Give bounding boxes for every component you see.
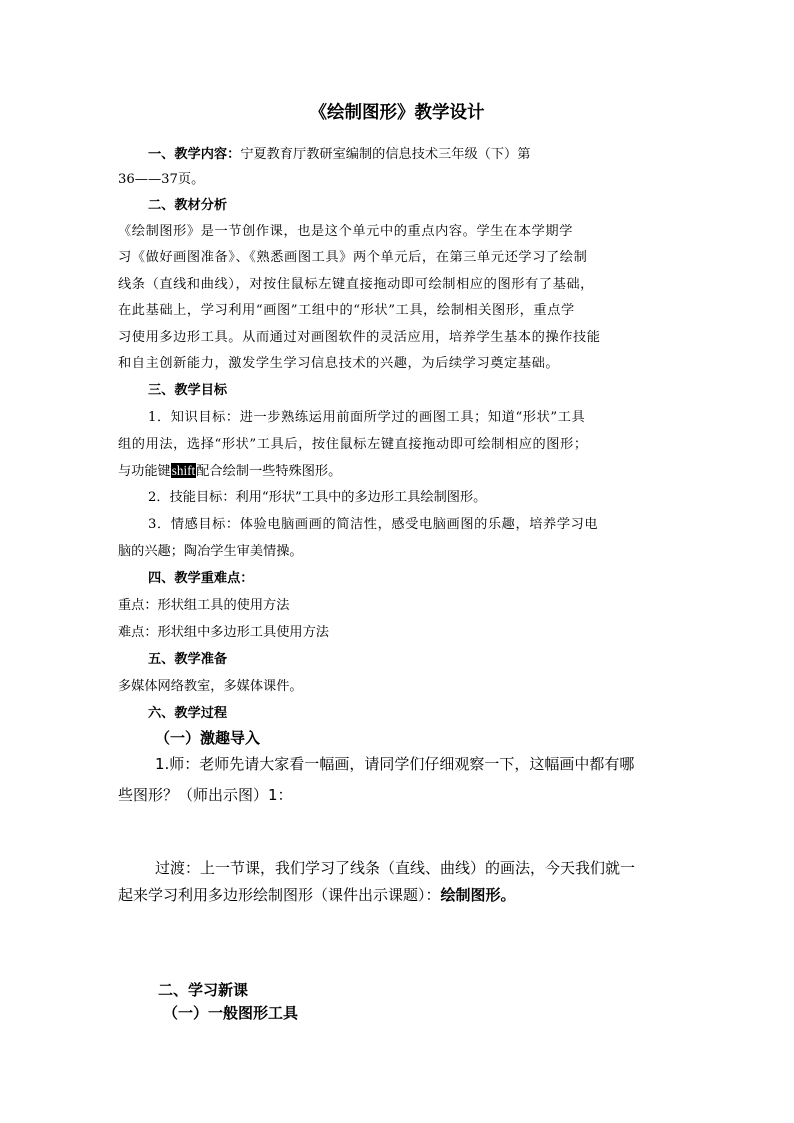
section-heading: 二、教材分析 <box>148 198 228 213</box>
subsection-heading: （一）激趣导入 <box>155 729 261 747</box>
highlighted-key-shift: shift <box>171 463 196 478</box>
paragraph-line: 和自主创新能力，激发学生学习信息技术的兴趣，为后续学习奠定基础。 <box>118 356 560 371</box>
paragraph-line: 《绘制图形》是一节创作课，也是这个单元中的重点内容。学生在本学期学 <box>118 224 573 239</box>
text-span: 起来学习利用多边形绘制图形（课件出示课题）： <box>118 886 441 904</box>
key-point: 重点：形状组工具的使用方法 <box>118 598 290 613</box>
section-teaching-content <box>148 146 530 164</box>
paragraph-line: 线条（直线和曲线），对按住鼠标左键直接拖动即可绘制相应的图形有了基础， <box>118 277 594 292</box>
section-heading: 四、教学重难点： <box>148 571 254 586</box>
section-heading: 三、教学目标 <box>148 383 228 398</box>
paragraph-line: 习使用多边形工具。从而通过对画图软件的灵活应用，培养学生基本的操作技能 <box>118 330 601 345</box>
text-span: 配合绘制一些特殊图形。 <box>196 464 342 479</box>
section-text: 宁夏教育厅教研室编制的信息技术三年级（下）第 <box>240 147 531 162</box>
section-heading: 二、学习新课 <box>158 981 249 999</box>
section-heading: 六、教学过程 <box>148 706 228 721</box>
paragraph-line: 在此基础上，学习利用“画图”工组中的“形状”工具，绘制相关图形，重点学 <box>118 303 575 318</box>
paragraph-line <box>118 885 516 905</box>
paragraph-line: 习《做好画图准备》、《熟悉画图工具》两个单元后，在第三单元还学习了绘制 <box>118 250 588 265</box>
bold-text-span: 绘制图形。 <box>440 886 516 904</box>
section-heading: 一、教学内容： <box>148 147 241 162</box>
subsection-heading: （一）一般图形工具 <box>163 1004 299 1022</box>
difficult-point: 难点：形状组中多边形工具使用方法 <box>118 625 329 640</box>
section-text-continued: 36——37页。 <box>118 172 205 187</box>
paragraph-line: 1.师：老师先请大家看一幅画，请同学们仔细观察一下，这幅画中都有哪 <box>155 755 635 773</box>
page-title: 《绘制图形》教学设计 <box>309 103 485 123</box>
section-heading: 五、教学准备 <box>148 652 228 667</box>
preparation-text: 多媒体网络教室，多媒体课件。 <box>118 679 303 694</box>
goal-knowledge-line: 组的用法，选择“形状”工具后，按住鼠标左键直接拖动即可绘制相应的图形； <box>118 437 588 452</box>
goal-emotion-line: 脑的兴趣；陶冶学生审美情操。 <box>118 544 303 559</box>
goal-knowledge-line: 1．知识目标：进一步熟练运用前面所学过的画图工具；知道“形状”工具 <box>148 410 586 425</box>
goal-knowledge-line <box>118 462 341 481</box>
text-span: 与功能键 <box>118 464 171 479</box>
paragraph-line: 些图形？（师出示图）1： <box>118 786 293 804</box>
paragraph-line: 过渡：上一节课，我们学习了线条（直线、曲线）的画法，今天我们就一 <box>155 859 636 877</box>
goal-skill-line: 2．技能目标：利用“形状”工具中的多边形工具绘制图形。 <box>148 490 487 505</box>
goal-emotion-line: 3．情感目标：体验电脑画画的简洁性，感受电脑画图的乐趣，培养学习电 <box>148 517 599 532</box>
